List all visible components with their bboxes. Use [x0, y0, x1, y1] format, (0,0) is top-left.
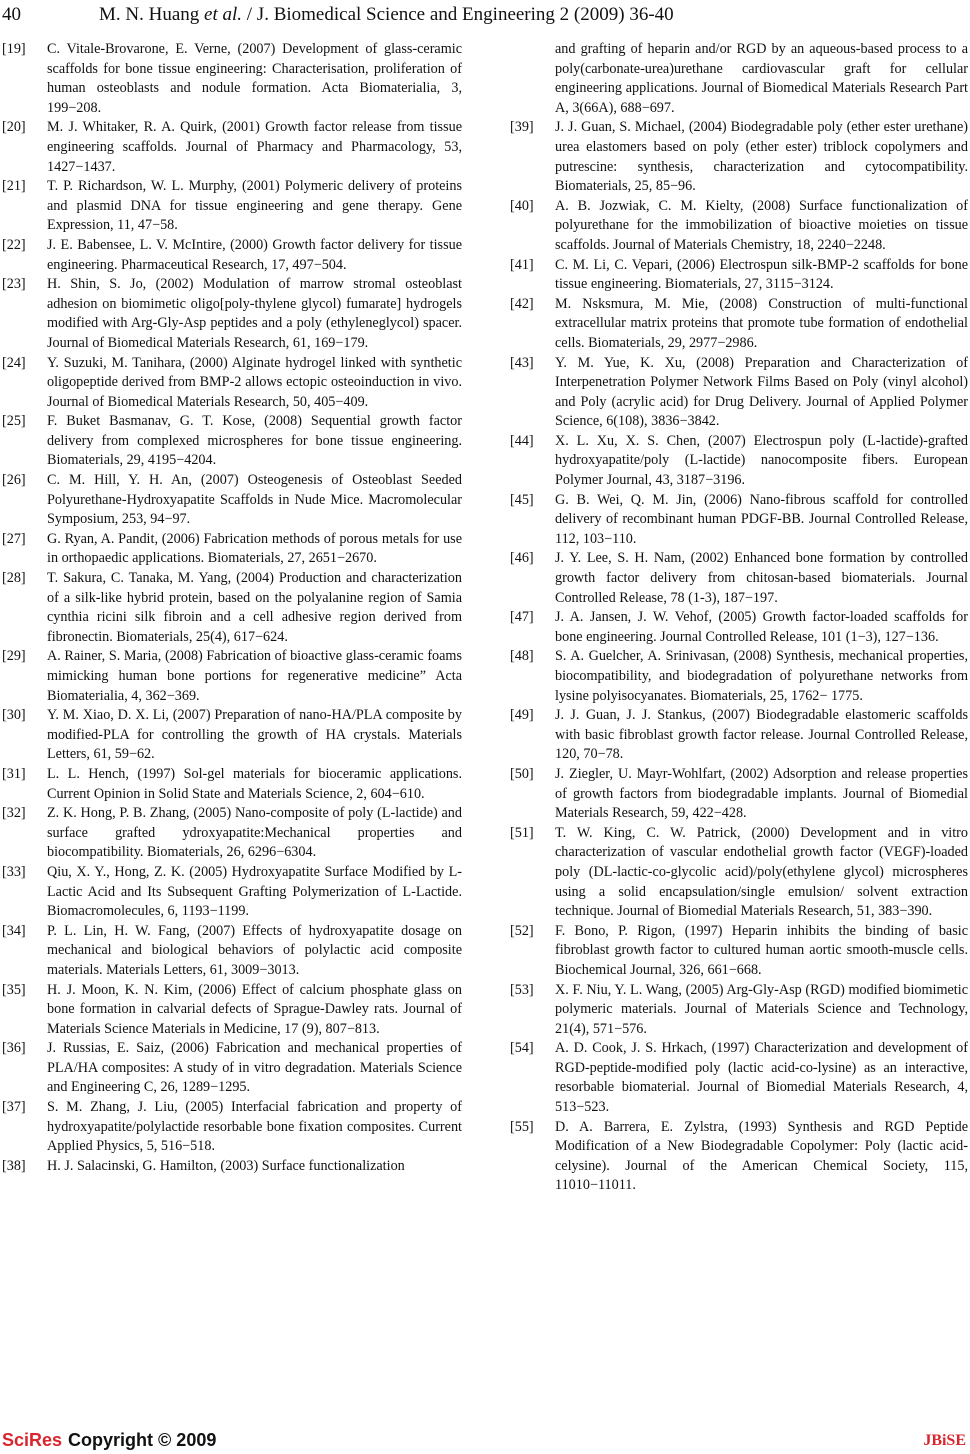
reference-number: [22]	[2, 236, 26, 253]
reference-item	[2, 471, 462, 530]
reference-number: [35]	[2, 981, 26, 998]
reference-number: [38]	[2, 1157, 26, 1174]
running-header	[2, 4, 970, 28]
reference-item	[2, 647, 462, 706]
reference-item	[2, 863, 462, 922]
reference-item	[2, 275, 462, 353]
reference-text: G. B. Wei, Q. M. Jin, (2006) Nano-fibrous scaffold for controlled delivery of recombinant human PDGF-BB. Journal Controlled Release, 112, 103−110.	[555, 491, 968, 547]
reference-text: M. Nsksmura, M. Mie, (2008) Construction of multi-functional extracellular matrix proteins that promote tube formation of endothelial cells. Biomaterials, 29, 2977−2986.	[555, 295, 968, 351]
reference-text: J. A. Jansen, J. W. Vehof, (2005) Growth factor-loaded scaffolds for bone engineering. Journal Controlled Release, 101 (1−3), 127−136.	[555, 609, 968, 645]
reference-item	[2, 1039, 462, 1098]
reference-item	[2, 177, 462, 236]
reference-text: X. F. Niu, Y. L. Wang, (2005) Arg-Gly-Asp (RGD) modified biomimetic polymeric materials. Journal of Materials Science and Technology, 21(4), 571−576.	[555, 981, 968, 1037]
reference-text: A. B. Jozwiak, C. M. Kielty, (2008) Surface functionalization of polyurethane for the immobilization of bioactive moieties on tissue scaffolds. Journal of Materials Chemistry, 18, 2240−2248.	[555, 197, 968, 253]
reference-item	[510, 118, 968, 196]
reference-number: [45]	[510, 491, 534, 508]
reference-text: L. L. Hench, (1997) Sol-gel materials for bioceramic applications. Current Opinion in Solid State and Materials Science, 2, 604−610.	[47, 765, 462, 802]
journal-abbrev: JBiSE	[923, 1432, 966, 1449]
reference-number: [54]	[510, 1040, 534, 1057]
reference-text: S. M. Zhang, J. Liu, (2005) Interfacial fabrication and property of hydroxyapatite/polylactide resorbable bone fixation composites. Current Applied Physics, 5, 516−518.	[47, 1099, 462, 1155]
reference-item	[2, 569, 462, 647]
reference-number: [26]	[2, 472, 26, 489]
reference-item	[2, 706, 462, 765]
reference-item	[510, 765, 968, 824]
reference-number: [25]	[2, 413, 26, 430]
reference-number: [43]	[510, 354, 534, 371]
reference-item	[510, 647, 968, 706]
running-head	[99, 4, 674, 26]
reference-continuation: and grafting of heparin and/or RGD by an aqueous-based process to a poly(carbonate-urea)urethane cardiovascular graft for cellular engineering applications. Journal of Biomedical Materials Research Part A, 3(66A), 688−697.	[555, 41, 968, 116]
reference-number: [49]	[510, 707, 534, 724]
reference-text: P. L. Lin, H. W. Fang, (2007) Effects of hydroxyapatite dosage on mechanical and biological behaviors of polylactic acid composite materials. Materials Letters, 61, 3009−3013.	[47, 922, 462, 978]
reference-item	[2, 354, 462, 413]
reference-number: [53]	[510, 981, 534, 998]
reference-number: [47]	[510, 609, 534, 626]
reference-text: T. P. Richardson, W. L. Murphy, (2001) Polymeric delivery of proteins and plasmid DNA for tissue engineering and gene therapy. Gene Expression, 11, 47−58.	[47, 178, 462, 234]
reference-text: Y. Suzuki, M. Tanihara, (2000) Alginate hydrogel linked with synthetic oligopeptide derived from BMP-2 allows ectopic osteoinduction in vivo. Journal of Biomedical Materials Research, 50, 405−409.	[47, 354, 462, 410]
reference-text: C. M. Hill, Y. H. An, (2007) Osteogenesis of Osteoblast Seeded Polyurethane-Hydroxyapatite Scaffolds in Nude Mice. Macromolecular Symposium, 253, 94−97.	[47, 472, 462, 528]
reference-text: Y. M. Xiao, D. X. Li, (2007) Preparation of nano-HA/PLA composite by modified-PLA for controlling the growth of HA crystals. Materials Letters, 61, 59−62.	[47, 707, 462, 763]
reference-item	[510, 824, 968, 922]
references-left-column	[2, 40, 462, 1176]
reference-item	[510, 981, 968, 1040]
reference-item	[2, 412, 462, 471]
page-number: 40	[2, 4, 21, 25]
reference-text: A. Rainer, S. Maria, (2008) Fabrication of bioactive glass-ceramic foams mimicking human bone portions for regenerative medicine” Acta Biomaterialia, 4, 362−369.	[47, 648, 462, 704]
reference-number: [27]	[2, 530, 26, 547]
reference-item	[510, 295, 968, 354]
reference-item	[510, 432, 968, 491]
reference-text: F. Buket Basmanav, G. T. Kose, (2008) Sequential growth factor delivery from complexed microspheres for bone tissue engineering. Biomaterials, 29, 4195−4204.	[47, 413, 462, 469]
reference-text: S. A. Guelcher, A. Srinivasan, (2008) Synthesis, mechanical properties, biocompatibility, and biodegradation of polyurethane networks from lysine polyisocyanates. Biomaterials, 25, 1762− 1775.	[555, 648, 968, 704]
reference-text: J. J. Guan, J. J. Stankus, (2007) Biodegradable elastomeric scaffolds with basic fibroblast growth factor release. Journal Controlled Release, 120, 70−78.	[555, 707, 968, 763]
reference-text: T. Sakura, C. Tanaka, M. Yang, (2004) Production and characterization of a silk-like hybrid protein, based on the polyalanine region of Samia cynthia ricini silk fibroin and a cell adhesive region derived from fibronectin. Biomaterials, 25(4), 617−624.	[47, 570, 462, 645]
reference-number: [48]	[510, 648, 534, 665]
reference-item	[510, 549, 968, 608]
reference-number: [20]	[2, 119, 26, 136]
reference-item	[2, 40, 462, 118]
running-head-etal: et al.	[204, 4, 243, 25]
reference-text: C. Vitale-Brovarone, E. Verne, (2007) Development of glass-ceramic scaffolds for bone tissue engineering: Characterisation, proliferation of human osteoblasts and nodule formation. Acta Biomaterialia, 3, 199−208.	[47, 41, 462, 116]
reference-number: [30]	[2, 707, 26, 724]
reference-number: [51]	[510, 824, 534, 841]
reference-number: [23]	[2, 276, 26, 293]
reference-item	[510, 354, 968, 432]
reference-item	[2, 1157, 462, 1177]
reference-text: G. Ryan, A. Pandit, (2006) Fabrication methods of porous metals for use in orthopaedic applications. Biomaterials, 27, 2651−2670.	[47, 530, 462, 567]
reference-number: [42]	[510, 295, 534, 312]
reference-number: [52]	[510, 922, 534, 939]
reference-text: Z. K. Hong, P. B. Zhang, (2005) Nano-composite of poly (L-lactide) and surface grafted ydroxyapatite:Mechanical properties and biocompatibility. Biomaterials, 26, 6296−6304.	[47, 805, 462, 861]
reference-item	[2, 804, 462, 863]
reference-number: [28]	[2, 570, 26, 587]
reference-text: Qiu, X. Y., Hong, Z. K. (2005) Hydroxyapatite Surface Modified by L-Lactic Acid and Its Subsequent Grafting Polymerization of L-Lactide. Biomacromolecules, 6, 1193−1199.	[47, 863, 462, 920]
reference-text: J. Y. Lee, S. H. Nam, (2002) Enhanced bone formation by controlled growth factor delivery from chitosan-based biomaterials. Journal Controlled Release, 78 (1-3), 187−197.	[555, 550, 968, 606]
reference-item	[2, 236, 462, 275]
reference-number: [24]	[2, 354, 26, 371]
reference-item	[2, 922, 462, 981]
reference-number: [41]	[510, 256, 534, 273]
reference-number: [39]	[510, 119, 534, 136]
reference-item	[510, 608, 968, 647]
page-footer	[2, 1430, 966, 1454]
reference-number: [32]	[2, 805, 26, 822]
reference-number: [31]	[2, 765, 26, 782]
reference-text: C. M. Li, C. Vepari, (2006) Electrospun silk-BMP-2 scaffolds for bone tissue engineering. Biomaterials, 27, 3115−3124.	[555, 256, 968, 293]
running-head-authors: M. N. Huang	[99, 4, 205, 25]
reference-number: [46]	[510, 550, 534, 567]
reference-number: [40]	[510, 197, 534, 214]
reference-number: [21]	[2, 178, 26, 195]
reference-text: D. A. Barrera, E. Zylstra, (1993) Synthesis and RGD Peptide Modification of a New Biodegradable Copolymer: Poly (lactic acid-celysine). Journal of the American Chemical Society, 115, 11010−11011.	[555, 1118, 968, 1194]
reference-item	[2, 765, 462, 804]
reference-item	[2, 530, 462, 569]
reference-text: H. J. Salacinski, G. Hamilton, (2003) Surface functionalization	[47, 1157, 405, 1174]
copyright-text: Copyright © 2009	[68, 1430, 217, 1450]
reference-number: [36]	[2, 1040, 26, 1057]
reference-item	[2, 981, 462, 1040]
running-head-journal: / J. Biomedical Science and Engineering 2 (2009) 36-40	[242, 4, 674, 25]
reference-number: [50]	[510, 765, 534, 782]
reference-text: T. W. King, C. W. Patrick, (2000) Development and in vitro characterization of vascular endothelial growth factor (VEGF)-loaded poly (DL-lactic-co-glycolic acid)/poly(ethylene glycol) microspheres using a solid encapsulation/single emulsion/ solvent extraction technique. Journal of Biomedial Materials Research, 51, 383−390.	[555, 824, 968, 920]
reference-item	[510, 491, 968, 550]
reference-number: [29]	[2, 648, 26, 665]
reference-text: H. J. Moon, K. N. Kim, (2006) Effect of calcium phosphate glass on bone formation in calvarial defects of Sprague-Dawley rats. Journal of Materials Science Materials in Medicine, 17 (9), 807−813.	[47, 981, 462, 1037]
reference-text: J. E. Babensee, L. V. McIntire, (2000) Growth factor delivery for tissue engineering. Pharmaceutical Research, 17, 497−504.	[47, 236, 462, 273]
reference-text: J. Russias, E. Saiz, (2006) Fabrication and mechanical properties of PLA/HA composites: A study of in vitro degradation. Materials Science and Engineering C, 26, 1289−1295.	[47, 1040, 462, 1096]
reference-text: X. L. Xu, X. S. Chen, (2007) Electrospun poly (L-lactide)-grafted hydroxyapatite/poly (L-lactide) nanocomposite fibers. European Polymer Journal, 43, 3187−3196.	[555, 432, 968, 489]
reference-item	[510, 1039, 968, 1117]
reference-number: [37]	[2, 1099, 26, 1116]
reference-text: A. D. Cook, J. S. Hrkach, (1997) Characterization and development of RGD-peptide-modified poly (lactic acid-co-lysine) as an interactive, resorbable biomaterial. Journal of Biomedial Materials Research, 4, 513−523.	[555, 1040, 968, 1116]
reference-item	[510, 706, 968, 765]
reference-item	[510, 1118, 968, 1196]
reference-number: [55]	[510, 1118, 534, 1135]
reference-item	[510, 922, 968, 981]
reference-text: H. Shin, S. Jo, (2002) Modulation of marrow stromal osteoblast adhesion on biomimetic oligo[poly-thylene glycol) fumarate] hydrogels modified with Arg-Gly-Asp peptides and a poly (ethyleneglycol) spacer. Journal of Biomedical Materials Research, 61, 169−179.	[47, 276, 462, 351]
reference-text: M. J. Whitaker, R. A. Quirk, (2001) Growth factor release from tissue engineering scaffolds. Journal of Pharmacy and Pharmacology, 53, 1427−1437.	[47, 119, 462, 175]
references-right-column	[510, 40, 968, 1196]
reference-number: [34]	[2, 922, 26, 939]
publisher-logo: SciRes	[2, 1430, 63, 1450]
reference-item	[2, 1098, 462, 1157]
reference-text: J. J. Guan, S. Michael, (2004) Biodegradable poly (ether ester urethane) urea elastomers based on poly (ether ester) triblock copolymers and putrescine: synthesis, characterization and cytocompatibility. Biomaterials, 25, 85−96.	[555, 119, 968, 195]
reference-text: J. Ziegler, U. Mayr-Wohlfart, (2002) Adsorption and release properties of growth factors from biodegradable implants. Journal of Biomedial Materials Research, 59, 422−428.	[555, 765, 968, 822]
reference-text: Y. M. Yue, K. Xu, (2008) Preparation and Characterization of Interpenetration Polymer Network Films Based on Poly (vinyl alcohol) and Poly (acrylic acid) for Drug Delivery. Journal of Applied Polymer Science, 6(108), 3836−3842.	[555, 354, 968, 430]
reference-item	[510, 197, 968, 256]
reference-text: F. Bono, P. Rigon, (1997) Heparin inhibits the binding of basic fibroblast growth factor to cultured human aortic smooth-muscle cells. Biochemical Journal, 326, 661−668.	[555, 922, 968, 978]
reference-number: [33]	[2, 863, 26, 880]
reference-number: [44]	[510, 432, 534, 449]
reference-number: [19]	[2, 41, 26, 57]
reference-item	[2, 118, 462, 177]
reference-item	[510, 256, 968, 295]
